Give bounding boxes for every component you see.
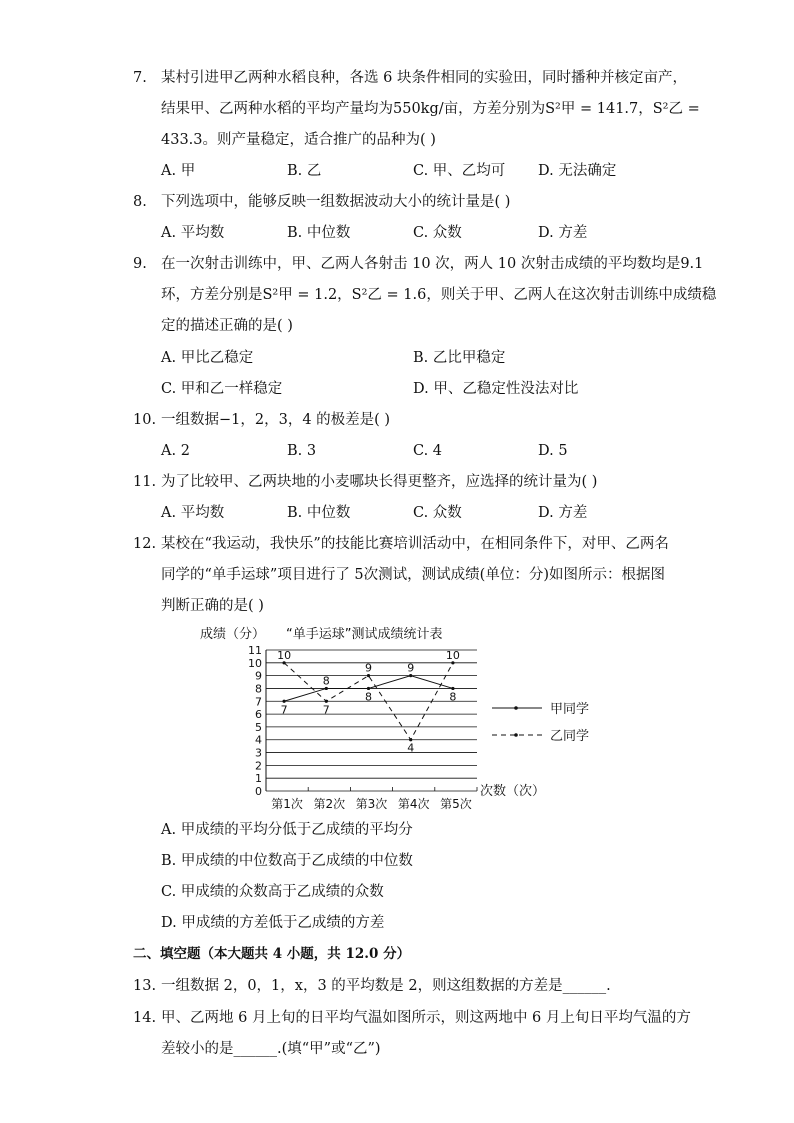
- x-tick-label: 第3次: [355, 797, 388, 811]
- y-tick-label: 3: [255, 746, 262, 760]
- q12-option-d: D. 甲成绩的方差低于乙成绩的方差: [161, 915, 385, 931]
- q8-number: 8.: [133, 194, 147, 210]
- data-label: 8: [365, 690, 372, 704]
- q7-line2: 结果甲、乙两种水稻的平均产量均为550kg/亩，方差分别为S²甲 = 141.7，S²乙 =: [161, 101, 700, 117]
- q8-line1: 下列选项中，能够反映一组数据波动大小的统计量是( ): [161, 194, 511, 210]
- q9-option-b: B. 乙比甲稳定: [413, 350, 506, 366]
- q11-option-a: A. 平均数: [161, 505, 225, 521]
- y-tick-label: 6: [255, 708, 262, 722]
- q12-line1: 某校在“我运动，我快乐”的技能比赛培训活动中，在相同条件下，对甲、乙两名: [161, 536, 669, 552]
- q14-line2: 差较小的是______.(填“甲”或“乙”): [161, 1041, 381, 1057]
- q10-option-b: B. 3: [287, 443, 317, 459]
- q12-line3: 判断正确的是( ): [161, 598, 264, 614]
- chart-legend: [492, 702, 589, 744]
- q7-option-b: B. 乙: [287, 163, 322, 179]
- y-tick-label: 2: [255, 759, 262, 773]
- q11-option-d: D. 方差: [538, 505, 588, 521]
- score-line-chart: [190, 620, 590, 815]
- y-tick-label: 7: [255, 695, 262, 709]
- q10-option-c: C. 4: [413, 443, 443, 459]
- data-label: 4: [407, 741, 415, 755]
- legend-label: 甲同学: [550, 702, 590, 717]
- q12-number: 12.: [133, 536, 157, 552]
- q7-line3: 433.3。则产量稳定，适合推广的品种为( ): [161, 132, 436, 148]
- q10-line1: 一组数据−1，2，3，4 的极差是( ): [161, 412, 391, 428]
- q11-option-b: B. 中位数: [287, 505, 351, 521]
- x-tick-label: 第5次: [440, 797, 472, 811]
- y-tick-label: 4: [255, 733, 262, 747]
- q12-option-b: B. 甲成绩的中位数高于乙成绩的中位数: [161, 853, 413, 869]
- data-label: 8: [322, 674, 330, 688]
- q7-option-a: A. 甲: [161, 163, 196, 179]
- q13-number: 13.: [133, 978, 157, 994]
- chart-ylabel: 成绩（分）: [200, 627, 266, 642]
- data-label: 9: [365, 661, 372, 675]
- q8-option-d: D. 方差: [538, 225, 588, 241]
- chart-title: “单手运球”测试成绩统计表: [286, 627, 443, 642]
- chart-xlabel: 次数（次）: [480, 784, 546, 799]
- y-tick-label: 8: [255, 682, 262, 696]
- y-tick-label: 5: [255, 720, 262, 734]
- q11-line1: 为了比较甲、乙两块地的小麦哪块长得更整齐，应选择的统计量为( ): [161, 474, 598, 490]
- legend-marker: [514, 733, 518, 737]
- q7-option-c: C. 甲、乙均可: [413, 163, 506, 179]
- q14-number: 14.: [133, 1010, 157, 1026]
- q14-line1: 甲、乙两地 6 月上旬的日平均气温如图所示，则这两地中 6 月上旬日平均气温的方: [161, 1010, 691, 1026]
- q8-option-a: A. 平均数: [161, 225, 225, 241]
- q12-option-c: C. 甲成绩的众数高于乙成绩的众数: [161, 884, 384, 900]
- data-label: 9: [407, 661, 415, 675]
- q9-number: 9.: [133, 256, 147, 272]
- q10-option-d: D. 5: [538, 443, 568, 459]
- q9-option-a: A. 甲比乙稳定: [161, 350, 254, 366]
- q7-number: 7.: [133, 70, 147, 86]
- chart-y-ticks: [248, 644, 262, 798]
- q9-line1: 在一次射击训练中，甲、乙两人各射击 10 次，两人 10 次射击成绩的平均数均是9.1: [161, 256, 704, 272]
- data-label: 7: [280, 703, 288, 717]
- q12-line2: 同学的“单手运球”项目进行了 5次测试，测试成绩(单位：分)如图所示：根据图: [161, 567, 665, 583]
- q10-option-a: A. 2: [161, 443, 190, 459]
- x-tick-label: 第4次: [397, 797, 430, 811]
- section-fill-in-title: 二、填空题（本大题共 4 小题，共 12.0 分）: [133, 946, 411, 962]
- q9-option-d: D. 甲、乙稳定性没法对比: [413, 381, 579, 397]
- q8-option-b: B. 中位数: [287, 225, 351, 241]
- data-label: 10: [445, 648, 460, 662]
- q12-option-a: A. 甲成绩的平均分低于乙成绩的平均分: [161, 822, 413, 838]
- y-tick-label: 9: [255, 669, 262, 683]
- q11-option-c: C. 众数: [413, 505, 462, 521]
- q7-option-d: D. 无法确定: [538, 163, 617, 179]
- q9-line3: 定的描述正确的是( ): [161, 318, 293, 334]
- q9-line2: 环，方差分别是S²甲 = 1.2，S²乙 = 1.6，则关于甲、乙两人在这次射击训练中成绩稳: [161, 287, 717, 303]
- q9-option-c: C. 甲和乙一样稳定: [161, 381, 283, 397]
- legend-label: 乙同学: [550, 729, 590, 744]
- chart-x-ticks: [271, 796, 471, 811]
- q7-line1: 某村引进甲乙两种水稻良种，各选 6 块条件相同的实验田，同时播种并核定亩产，: [161, 70, 687, 86]
- x-tick-label: 第2次: [313, 797, 346, 811]
- y-tick-label: 0: [255, 785, 262, 798]
- chart-series: [277, 649, 460, 755]
- data-label: 7: [322, 703, 330, 717]
- legend-marker: [514, 706, 518, 710]
- y-tick-label: 11: [248, 644, 262, 657]
- data-label: 8: [449, 690, 457, 704]
- y-tick-label: 1: [255, 772, 262, 786]
- q13-line1: 一组数据 2，0，1，x，3 的平均数是 2，则这组数据的方差是______.: [161, 978, 611, 994]
- q10-number: 10.: [133, 412, 157, 428]
- data-label: 10: [277, 648, 292, 662]
- x-tick-label: 第1次: [271, 797, 303, 811]
- q11-number: 11.: [133, 474, 157, 490]
- q8-option-c: C. 众数: [413, 225, 462, 241]
- y-tick-label: 10: [248, 656, 262, 670]
